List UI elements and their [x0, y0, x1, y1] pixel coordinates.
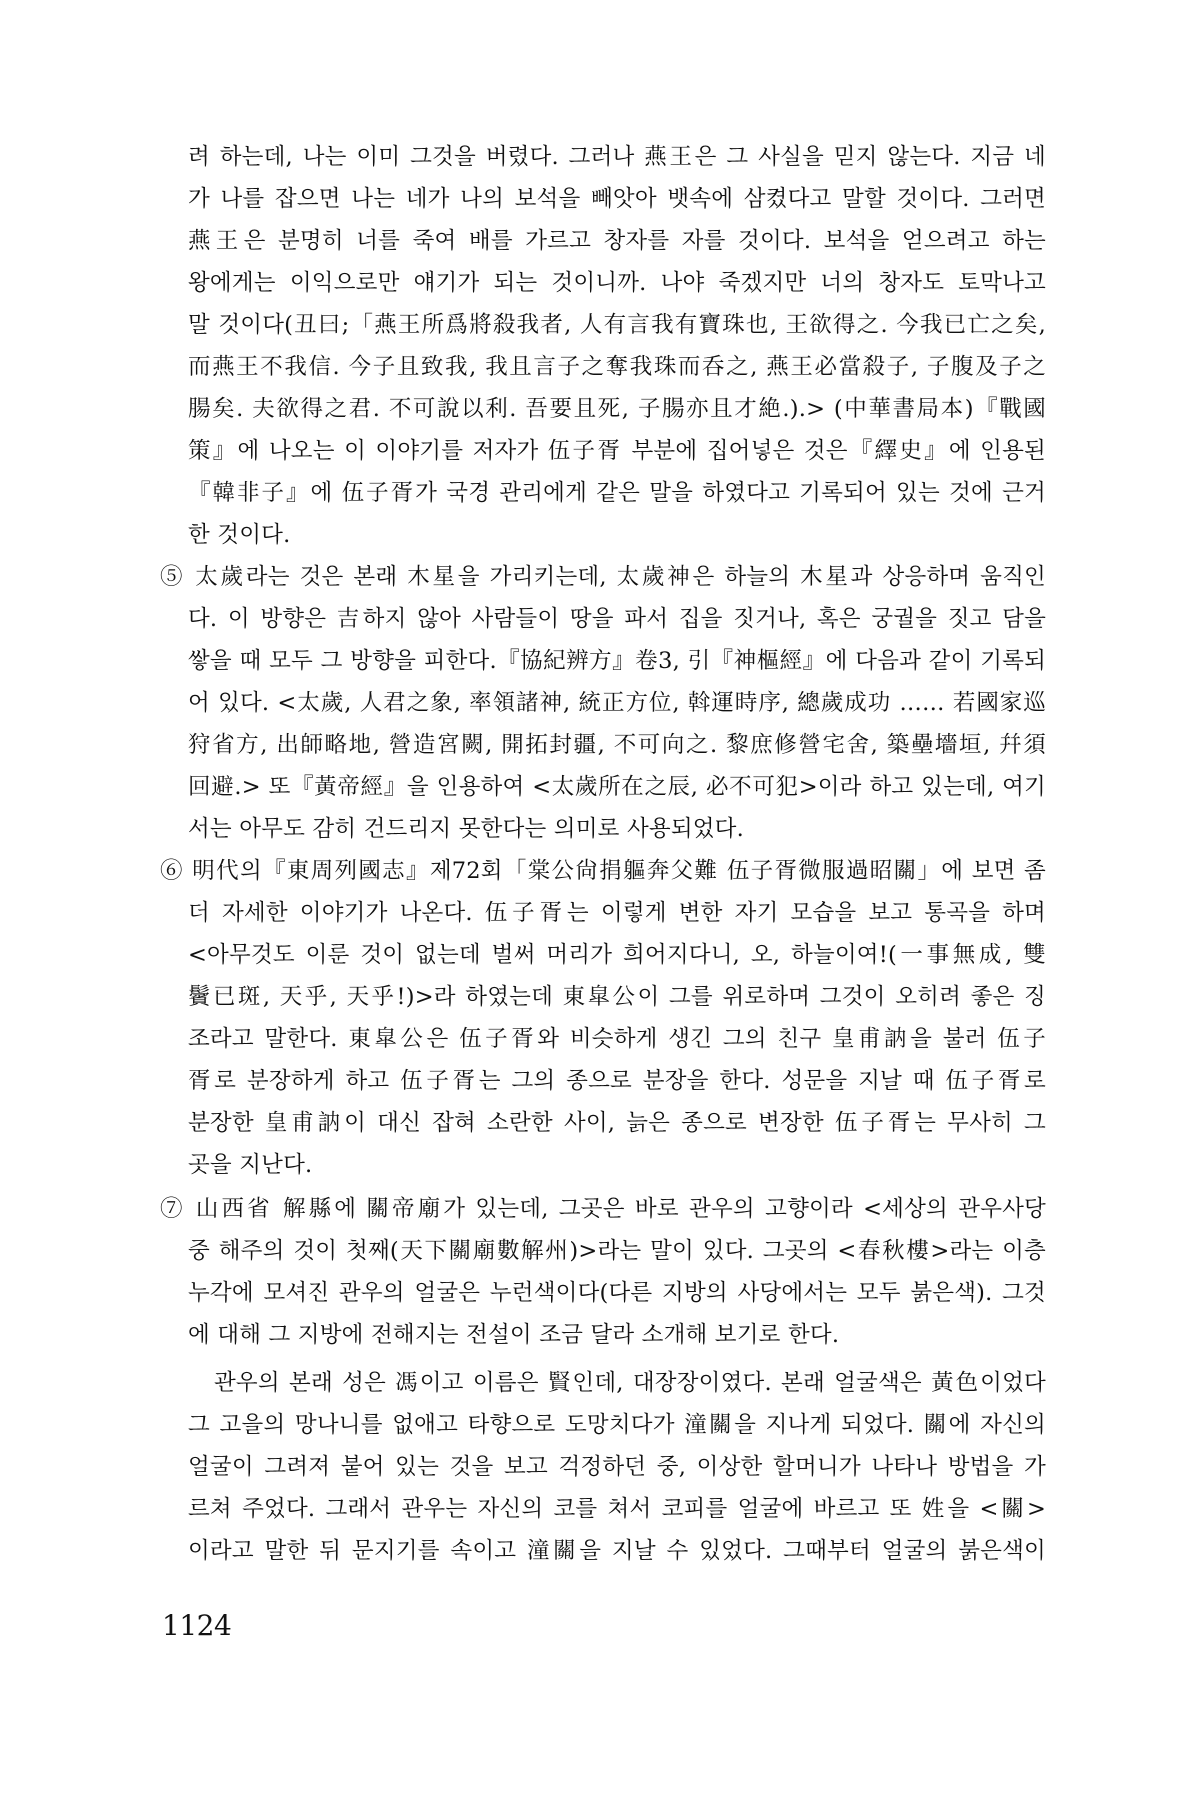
- text-line: 분장한 皇甫訥이 대신 잡혀 소란한 사이, 늙은 종으로 변장한 伍子胥는 무사히 그: [188, 1110, 1046, 1136]
- text-line: <아무것도 이룬 것이 없는데 벌써 머리가 희어지다니, 오, 하늘이여!(一事無成, 雙: [188, 942, 1046, 968]
- text-line: 回避.> 또『黃帝經』을 인용하여 <太歲所在之辰, 必不可犯>이라 하고 있는데, 여기: [188, 774, 1046, 800]
- text-line: 려 하는데, 나는 이미 그것을 버렸다. 그러나 燕王은 그 사실을 믿지 않는다. 지금 네: [188, 144, 1046, 170]
- text-line: 어 있다. <太歲, 人君之象, 率領諸神, 統正方位, 斡運時序, 總歲成功 …… 若國家巡: [188, 690, 1046, 716]
- note-5-line: ⑤ 太歲라는 것은 본래 木星을 가리키는데, 太歲神은 하늘의 木星과 상응하며 움직인: [160, 564, 1046, 590]
- page-number: 1124: [162, 1609, 232, 1642]
- text-line: 가 나를 잡으면 나는 네가 나의 보석을 빼앗아 뱃속에 삼켰다고 말할 것이다. 그러면: [188, 186, 1046, 212]
- text-line: 쌓을 때 모두 그 방향을 피한다.『協紀辨方』卷3, 引『神樞經』에 다음과 같이 기록되: [188, 648, 1046, 674]
- text-line: 왕에게는 이익으로만 얘기가 되는 것이니까. 나야 죽겠지만 너의 창자도 토막나고: [188, 270, 1046, 296]
- text-line: 서는 아무도 감히 건드리지 못한다는 의미로 사용되었다.: [188, 816, 744, 842]
- text-line: 腸矣. 夫欲得之君. 不可說以利. 吾要且死, 子腸亦且才絶.).> (中華書局本)『戰國: [188, 396, 1046, 422]
- text-line: 다. 이 방향은 吉하지 않아 사람들이 땅을 파서 집을 짓거나, 혹은 궁궐을 짓고 담을: [188, 606, 1046, 632]
- text-line: 이라고 말한 뒤 문지기를 속이고 潼關을 지날 수 있었다. 그때부터 얼굴의 붉은색이: [188, 1538, 1046, 1564]
- note-7-line: ⑦ 山西省 解縣에 關帝廟가 있는데, 그곳은 바로 관우의 고향이라 <세상의 관우사당: [160, 1196, 1046, 1222]
- text-line: 胥로 분장하게 하고 伍子胥는 그의 종으로 분장을 한다. 성문을 지날 때 伍子胥로: [188, 1068, 1046, 1094]
- text-line: 르쳐 주었다. 그래서 관우는 자신의 코를 쳐서 코피를 얼굴에 바르고 또 姓을 <關>: [188, 1496, 1046, 1522]
- paragraph-first-line: 관우의 본래 성은 馮이고 이름은 賢인데, 대장장이였다. 본래 얼굴색은 黃色이었다: [214, 1370, 1046, 1396]
- text-line: 燕王은 분명히 너를 죽여 배를 가르고 창자를 자를 것이다. 보석을 얻으려고 하는: [188, 228, 1046, 254]
- text-line: 더 자세한 이야기가 나온다. 伍子胥는 이렇게 변한 자기 모습을 보고 통곡을 하며: [188, 900, 1046, 926]
- text-line: 곳을 지난다.: [188, 1152, 313, 1178]
- text-line: 에 대해 그 지방에 전해지는 전설이 조금 달라 소개해 보기로 한다.: [188, 1322, 840, 1348]
- text-line: 狩省方, 出師略地, 營造宮闕, 開拓封疆, 不可向之. 黎庶修營宅舍, 築壘墻垣, 幷須: [188, 732, 1046, 758]
- text-line: 얼굴이 그려져 붙어 있는 것을 보고 걱정하던 중, 이상한 할머니가 나타나 방법을 가: [188, 1454, 1046, 1480]
- text-line: 말 것이다(丑曰;「燕王所爲將殺我者, 人有言我有寶珠也, 王欲得之. 今我已亡之矣,: [188, 312, 1046, 338]
- text-line: 중 해주의 것이 첫째(天下關廟數解州)>라는 말이 있다. 그곳의 <春秋樓>라는 이층: [188, 1238, 1046, 1264]
- text-line: 조라고 말한다. 東皐公은 伍子胥와 비슷하게 생긴 그의 친구 皇甫訥을 불러 伍子: [188, 1026, 1046, 1052]
- text-line: 鬢已斑, 天乎, 天乎!)>라 하였는데 東皐公이 그를 위로하며 그것이 오히려 좋은 징: [188, 984, 1046, 1010]
- text-line: 『韓非子』에 伍子胥가 국경 관리에게 같은 말을 하였다고 기록되어 있는 것에 근거: [188, 480, 1046, 506]
- text-line: 而燕王不我信. 今子且致我, 我且言子之奪我珠而呑之, 燕王必當殺子, 子腹及子之: [188, 354, 1046, 380]
- text-line: 한 것이다.: [188, 522, 291, 548]
- text-line: 策』에 나오는 이 이야기를 저자가 伍子胥 부분에 집어넣은 것은『繹史』에 인용된: [188, 438, 1046, 464]
- note-6-line: ⑥ 明代의『東周列國志』제72회「棠公尙捐軀奔父難 伍子胥微服過昭關」에 보면 좀: [160, 858, 1046, 884]
- text-line: 그 고을의 망나니를 없애고 타향으로 도망치다가 潼關을 지나게 되었다. 關에 자신의: [188, 1412, 1046, 1438]
- text-line: 누각에 모셔진 관우의 얼굴은 누런색이다(다른 지방의 사당에서는 모두 붉은색). 그것: [188, 1280, 1046, 1306]
